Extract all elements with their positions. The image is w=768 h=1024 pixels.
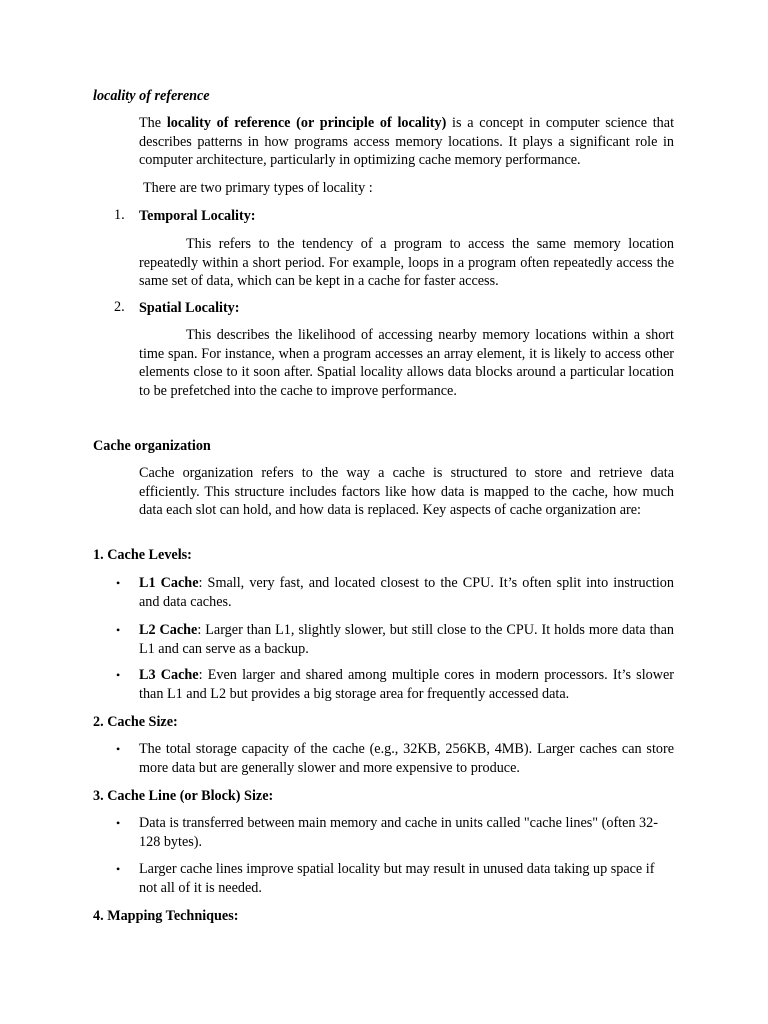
intro-term: locality of reference (or principle of locality) xyxy=(166,115,447,131)
cache-size-heading: 2. Cache Size: xyxy=(93,714,178,730)
list-item-line-1: Data is transferred between main memory and cache in units called "cache lines" (often 32-128 bytes). xyxy=(139,815,658,850)
cache-organization-heading: Cache organization xyxy=(93,438,211,454)
list-item-l3: L3 Cache: Even larger and shared among multiple cores in modern processors. It’s slower than L1 and L2 but provides a big storage area for frequently accessed data. xyxy=(139,667,674,702)
list-item-line-2: Larger cache lines improve spatial locality but may result in unused data taking up space if not all of it is needed. xyxy=(139,861,655,896)
bullet: • xyxy=(116,576,121,590)
spatial-locality-text: This describes the likelihood of accessing nearby memory locations within a short time span. For instance, when a program accesses an array element, it is likely to access other elements close to it soon after. Spatial locality allows data blocks around a particular location to be prefetched into the cache to improve performance. xyxy=(139,327,674,399)
types-intro: There are two primary types of locality : xyxy=(143,180,373,196)
list-item-size: The total storage capacity of the cache (e.g., 32KB, 256KB, 4MB). Larger caches can store more data but are generally slower and more expensive to produce. xyxy=(139,741,674,776)
bullet: • xyxy=(116,623,121,637)
bullet: • xyxy=(116,742,121,756)
list-number: 2. xyxy=(114,299,125,315)
cache-line-heading: 3. Cache Line (or Block) Size: xyxy=(93,788,274,804)
temporal-locality-heading: Temporal Locality: xyxy=(139,208,256,224)
bullet: • xyxy=(116,862,121,876)
bullet: • xyxy=(116,816,121,830)
intro-paragraph: The locality of reference (or principle of locality) is a concept in computer science that describes patterns in how programs access memory locations. It plays a significant role in computer architecture, particularly in optimizing cache memory performance. xyxy=(139,115,675,168)
list-number: 1. xyxy=(114,207,125,223)
mapping-techniques-heading: 4. Mapping Techniques: xyxy=(93,908,239,924)
temporal-locality-text: This refers to the tendency of a program to access the same memory location repeatedly within a short period. For example, loops in a program often repeatedly access the same set of data, which can be kept in a cache for faster access. xyxy=(139,236,674,289)
list-item-l1: L1 Cache: Small, very fast, and located closest to the CPU. It’s often split into instruction and data caches. xyxy=(139,575,674,610)
spatial-locality-heading: Spatial Locality: xyxy=(139,300,240,316)
bullet: • xyxy=(116,668,121,682)
cache-organization-text: Cache organization refers to the way a cache is structured to store and retrieve data efficiently. This structure includes factors like how data is mapped to the cache, how much data each slot can hold, and how data is replaced. Key aspects of cache organization are: xyxy=(139,465,674,518)
page-title: locality of reference xyxy=(93,88,210,104)
list-item-l2: L2 Cache: Larger than L1, slightly slower, but still close to the CPU. It holds more data than L1 and can serve as a backup. xyxy=(139,622,674,657)
cache-levels-heading: 1. Cache Levels: xyxy=(93,547,192,563)
